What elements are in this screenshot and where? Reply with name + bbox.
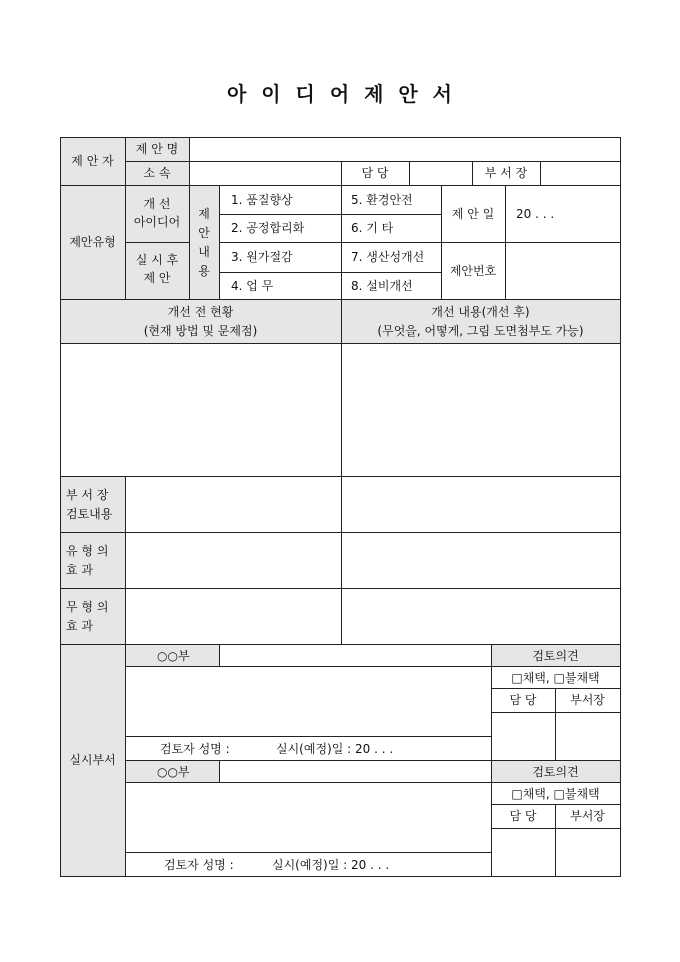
intangible-effect-label-2: 효 과 (66, 619, 93, 633)
post-label-2: 제 안 (143, 271, 171, 285)
impl-date-2: 실시(예정)일 : 20 . . . (272, 858, 390, 872)
review-head-label-2: 검토내용 (66, 507, 113, 521)
proposal-number-label: 제안번호 (449, 264, 497, 278)
type-item-3: 3. 원가절감 (231, 250, 293, 264)
impl-manager-2: 담 당 (509, 809, 537, 823)
type-item-5: 5. 환경안전 (351, 193, 413, 207)
impl-dept-label: 실시부서 (69, 753, 116, 767)
proposal-name-label: 제 안 명 (135, 142, 179, 156)
content-label-2: 안 (198, 226, 210, 240)
dept-label: 소 속 (143, 166, 171, 180)
improve-label-2: 아이디어 (133, 215, 181, 229)
dept-head-label: 부 서 장 (484, 166, 528, 180)
post-label-1: 실 시 후 (135, 253, 179, 267)
impl-date-1: 실시(예정)일 : 20 . . . (276, 742, 394, 756)
page-title: 아 이 디 어 제 안 서 (226, 82, 454, 106)
content-label-3: 내 (198, 245, 210, 259)
after-header-2: (무엇을, 어떻게, 그림 도면첨부도 가능) (377, 324, 584, 338)
impl-head-1: 부서장 (570, 693, 605, 707)
impl-opinion-2: 검토의견 (532, 765, 579, 779)
impl-choice-2[interactable]: □채택, □불채택 (511, 787, 600, 801)
proposal-type-label: 제안유형 (69, 235, 116, 249)
impl-opinion-1: 검토의견 (532, 649, 579, 663)
improve-label-1: 개 선 (143, 197, 171, 211)
intangible-effect-label-1: 무 형 의 (66, 600, 109, 614)
type-item-2: 2. 공정합리화 (231, 221, 305, 235)
tangible-effect-label-1: 유 형 의 (66, 544, 109, 558)
type-item-1: 1. 품질향상 (231, 193, 293, 207)
impl-reviewer-2: 검토자 성명 : (164, 858, 234, 872)
proposal-date-value: 20 . . . (516, 207, 555, 221)
impl-dept-2: ○○부 (157, 765, 190, 779)
manager-label: 담 당 (361, 166, 389, 180)
content-label-4: 용 (198, 264, 210, 278)
proposer-label: 제 안 자 (71, 154, 114, 168)
impl-reviewer-1: 검토자 성명 : (160, 742, 230, 756)
impl-choice-1[interactable]: □채택, □불채택 (511, 671, 600, 685)
impl-manager-1: 담 당 (509, 693, 537, 707)
type-item-6: 6. 기 타 (351, 221, 394, 235)
proposal-date-label: 제 안 일 (451, 207, 495, 221)
impl-dept-1: ○○부 (157, 649, 190, 663)
review-head-label-1: 부 서 장 (66, 488, 109, 502)
impl-head-2: 부서장 (570, 809, 605, 823)
type-item-8: 8. 설비개선 (351, 279, 413, 293)
before-header-2: (현재 방법 및 문제점) (143, 324, 258, 338)
content-label-1: 제 (198, 207, 210, 221)
type-item-4: 4. 업 무 (231, 279, 274, 293)
after-header-1: 개선 내용(개선 후) (431, 305, 530, 319)
type-item-7: 7. 생산성개선 (351, 250, 425, 264)
before-header-1: 개선 전 현황 (167, 305, 234, 319)
tangible-effect-label-2: 효 과 (66, 563, 93, 577)
